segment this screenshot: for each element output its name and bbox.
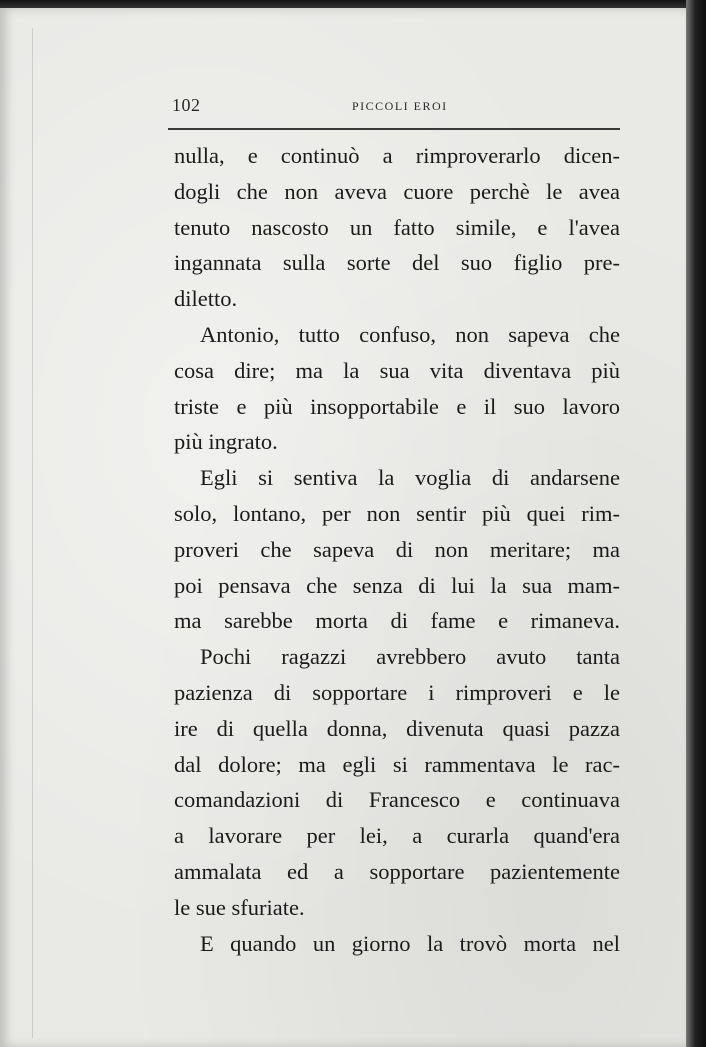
- text-line: comandazioni di Francesco e continuava: [174, 787, 620, 813]
- text-line: triste e più insopportabile e il suo lavoro: [174, 393, 620, 419]
- page-fold-line: [32, 28, 33, 1038]
- header-rule: [168, 128, 620, 130]
- text-line: ma sarebbe morta di fame e rimaneva.: [174, 608, 620, 634]
- body-text: [174, 138, 620, 961]
- text-line: diletto.: [174, 286, 238, 312]
- text-line: a lavorare per lei, a curarla quand'era: [174, 823, 620, 849]
- scan-right-edge: [686, 0, 706, 1047]
- text-line: dal dolore; ma egli si rammentava le rac-: [174, 751, 620, 777]
- text-line: ingannata sulla sorte del suo figlio pre-: [174, 250, 620, 276]
- text-line: Antonio, tutto confuso, non sapeva che: [200, 321, 620, 347]
- text-line: Egli si sentiva la voglia di andarsene: [200, 465, 620, 491]
- text-line: solo, lontano, per non sentir più quei rim-: [174, 500, 620, 526]
- text-line: le sue sfuriate.: [174, 894, 305, 920]
- text-line: cosa dire; ma la sua vita diventava più: [174, 357, 620, 383]
- text-line: tenuto nascosto un fatto simile, e l'avea: [174, 214, 620, 240]
- text-line: nulla, e continuò a rimproverarlo dicen-: [174, 143, 620, 168]
- text-line: dogli che non aveva cuore perchè le avea: [174, 178, 620, 204]
- running-title: PICCOLI EROI: [352, 99, 448, 113]
- text-line: ammalata ed a sopportare pazientemente: [174, 858, 620, 884]
- text-line: più ingrato.: [174, 429, 278, 455]
- text-line: poi pensava che senza di lui la sua mam-: [174, 572, 620, 598]
- running-header: [172, 95, 620, 117]
- page-number: 102: [172, 95, 201, 115]
- text-line: pazienza di sopportare i rimproveri e le: [174, 679, 620, 705]
- text-line: proveri che sapeva di non meritare; ma: [174, 536, 620, 562]
- text-line: ire di quella donna, divenuta quasi pazza: [174, 715, 620, 741]
- text-line: Pochi ragazzi avrebbero avuto tanta: [200, 644, 620, 670]
- text-line: E quando un giorno la trovò morta nel: [200, 930, 620, 956]
